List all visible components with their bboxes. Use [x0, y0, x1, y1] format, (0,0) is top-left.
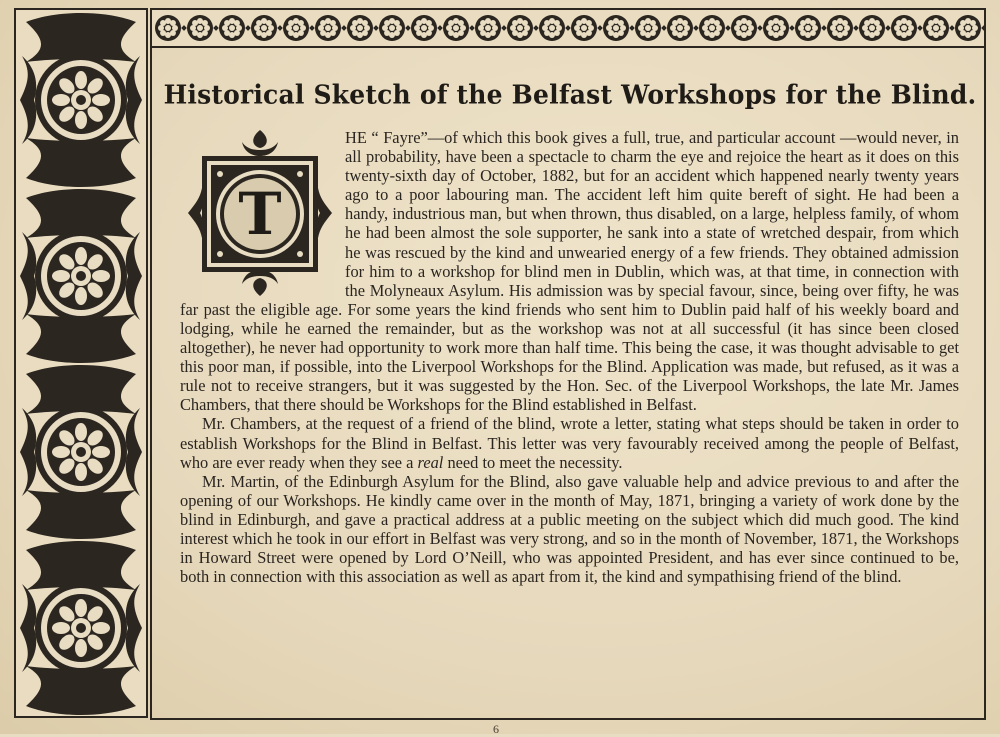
top-ornamental-band: [150, 8, 986, 48]
left-ornamental-border: [14, 8, 148, 718]
band-flower: [955, 15, 984, 41]
rosette-column-ornament: [16, 10, 146, 716]
band-flower: [635, 15, 667, 41]
band-flower: [411, 15, 443, 41]
band-flower: [379, 15, 411, 41]
band-flower: [219, 15, 251, 41]
article-body: [180, 128, 959, 586]
ornamental-initial-icon: [180, 128, 340, 298]
drop-cap: [180, 128, 345, 297]
band-flower: [283, 15, 315, 41]
frame-line-left: [150, 8, 152, 720]
frame-line-right: [984, 8, 986, 720]
band-flower: [251, 15, 283, 41]
band-flower: [699, 15, 731, 41]
band-flower: [603, 15, 635, 41]
band-flower: [795, 15, 827, 41]
rosette-panel: [20, 365, 142, 539]
rosette-panel: [20, 13, 142, 187]
band-flower: [475, 15, 507, 41]
rosette-panel: [20, 189, 142, 363]
flower-band-ornament: [152, 10, 984, 46]
band-flower: [763, 15, 795, 41]
paragraph-2-text-a: Mr. Chambers, at the request of a friend of the blind, wrote a letter, stating what steps should be taken in order to establish Workshops for the Blind in Belfast. This letter was very favourably received among the people of Belfast, who are ever ready when they see a: [180, 414, 959, 472]
band-flower: [315, 15, 347, 41]
page-title: Historical Sketch of the Belfast Workshops for the Blind.: [163, 79, 977, 110]
paragraph-2-emphasis: real: [417, 452, 444, 472]
paragraph-2-text-b: need to meet the necessity.: [443, 452, 623, 472]
drop-cap-letter: T: [238, 180, 282, 248]
band-flower: [667, 15, 699, 41]
band-flower: [347, 15, 379, 41]
band-flower: [539, 15, 571, 41]
band-flower: [507, 15, 539, 41]
band-flower: [731, 15, 763, 41]
paragraph-3: Mr. Martin, of the Edinburgh Asylum for the Blind, also gave valuable help and advice previous to and after the opening of our Workshops. He kindly came over in the month of May, 1871, bringing a variety of work done by the blind in Edinburgh, and gave a practical address at a public meeting on the subject which did much good. The kind interest which he took in our effort in Belfast was very strong, and so in the month of November, 1871, the Workshops in Howard Street were opened by Lord O’Neill, who was appointed President, and has ever since continued to be, both in connection with this association as well as apart from it, the kind and sympathising friend of the blind.: [180, 471, 959, 587]
paragraph-1: HE “ Fayre”—of which this book gives a full, true, and particular account —would never, in all probability, have been a spectacle to charm the eye and rejoice the heart as it does on this twenty-sixth day of October, 1882, but for an accident which happened nearly twenty years ago to a poor labouring man. The accident left him quite bereft of sight. He had been a handy, industrious man, but when thrown, thus disabled, on a large, helpless family, of whom he had been almost the sole supporter, he sank into a state of wretched despair, from which he was rescued by the kind and unwearied energy of a few friends. They obtained admission for him to a workshop for blind men in Dublin, which was, at that time, in connection with the Molyneaux Asylum. His admission was by special favour, since, being over fifty, he was far past the eligible age. For some years the kind friends who sent him to Dublin paid half of his weekly board and lodging, while he earned the remainder, but as the workshop was not at all successful (it has since been closed altogether), he never had opportunity to work more than half time. This being the case, it was thought advisable to get this poor man, if possible, into the Liverpool Workshops for the Blind. Application was made, but refused, as it was a rule not to receive strangers, but it was suggested by the Hon. Sec. of the Liverpool Workshops, the late Mr. James Chambers, that there should be Workshops for the Blind established in Belfast.: [180, 128, 959, 415]
band-flower: [187, 15, 219, 41]
paragraph-2: [180, 414, 959, 471]
rosette-panel: [20, 541, 142, 715]
band-flower: [859, 15, 891, 41]
page-number: 6: [493, 722, 499, 736]
frame-line-bottom: [150, 718, 986, 720]
band-flower: [827, 15, 859, 41]
band-flower: [891, 15, 923, 41]
band-flower: [155, 15, 187, 41]
band-flower: [571, 15, 603, 41]
band-flower: [443, 15, 475, 41]
band-flower: [923, 15, 955, 41]
